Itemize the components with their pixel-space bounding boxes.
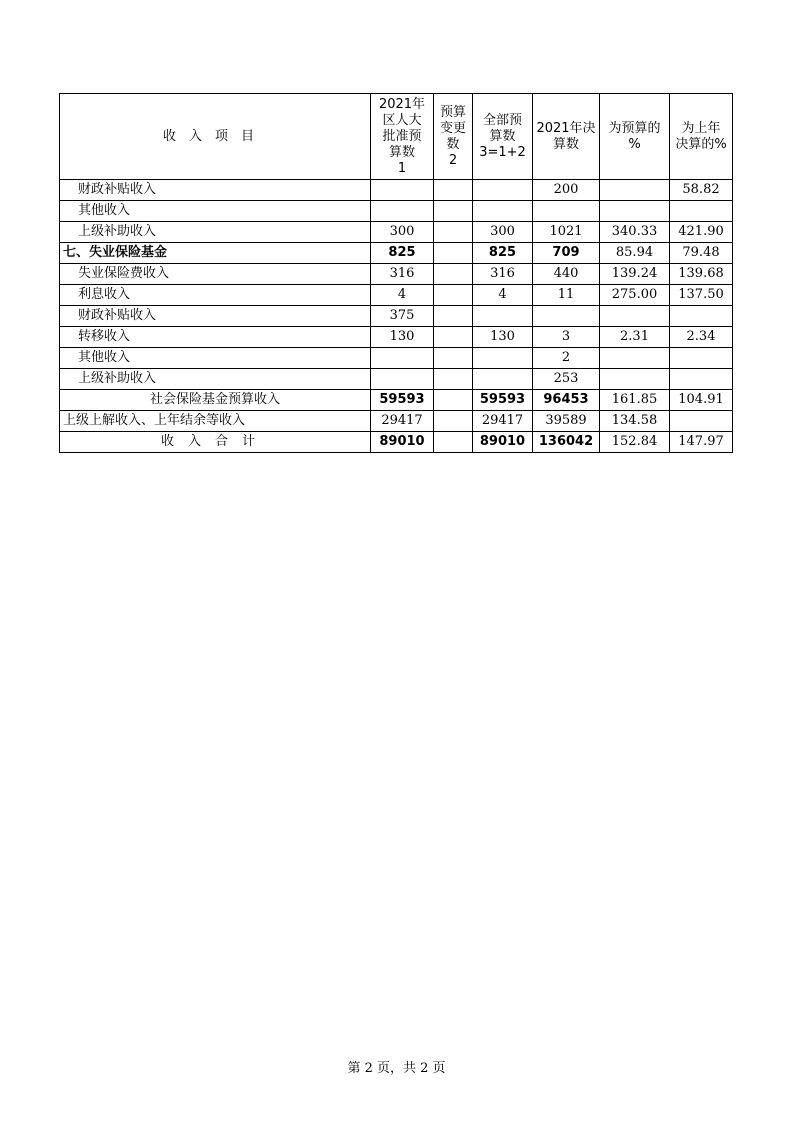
- row-name: 社会保险基金预算收入: [60, 390, 371, 411]
- cell-total: 316: [473, 264, 533, 285]
- row-name: 财政补贴收入: [60, 306, 371, 327]
- table-row-total: [60, 432, 733, 453]
- cell-pct-last: 139.68: [670, 264, 733, 285]
- cell-final: 11: [533, 285, 600, 306]
- cell-change: [434, 369, 473, 390]
- table-row: [60, 327, 733, 348]
- cell-pct-budget: [600, 369, 670, 390]
- cell-total: 825: [473, 243, 533, 264]
- cell-pct-budget: 2.31: [600, 327, 670, 348]
- header-pct-budget: 为预算的 %: [600, 94, 670, 180]
- table-row: [60, 306, 733, 327]
- cell-total: [473, 369, 533, 390]
- cell-final: 2: [533, 348, 600, 369]
- cell-change: [434, 390, 473, 411]
- cell-approved: [371, 348, 434, 369]
- cell-approved: 825: [371, 243, 434, 264]
- cell-final: 440: [533, 264, 600, 285]
- cell-total: 130: [473, 327, 533, 348]
- cell-total: [473, 348, 533, 369]
- cell-pct-last: 147.97: [670, 432, 733, 453]
- cell-approved: [371, 369, 434, 390]
- cell-approved: [371, 180, 434, 201]
- cell-final: 200: [533, 180, 600, 201]
- table-row: [60, 411, 733, 432]
- cell-final: [533, 201, 600, 222]
- cell-approved: 130: [371, 327, 434, 348]
- cell-total: 59593: [473, 390, 533, 411]
- cell-total: 29417: [473, 411, 533, 432]
- cell-final: 709: [533, 243, 600, 264]
- cell-change: [434, 264, 473, 285]
- cell-final: 39589: [533, 411, 600, 432]
- cell-approved: 89010: [371, 432, 434, 453]
- table-row: [60, 264, 733, 285]
- cell-change: [434, 432, 473, 453]
- cell-final: [533, 306, 600, 327]
- cell-change: [434, 411, 473, 432]
- header-row: [60, 94, 733, 180]
- cell-pct-last: [670, 306, 733, 327]
- cell-pct-last: [670, 411, 733, 432]
- cell-pct-budget: [600, 201, 670, 222]
- row-name: 收入合计: [60, 432, 371, 453]
- row-name: 上级上解收入、上年结余等收入: [60, 411, 371, 432]
- table-row: [60, 369, 733, 390]
- cell-approved: 4: [371, 285, 434, 306]
- cell-approved: 316: [371, 264, 434, 285]
- table-row-section: [60, 243, 733, 264]
- budget-table: [59, 93, 733, 453]
- cell-final: 253: [533, 369, 600, 390]
- table-row: [60, 201, 733, 222]
- cell-total: [473, 201, 533, 222]
- row-name: 上级补助收入: [60, 222, 371, 243]
- header-item: 收入项目: [60, 94, 371, 180]
- cell-pct-last: 58.82: [670, 180, 733, 201]
- row-name: 其他收入: [60, 348, 371, 369]
- cell-change: [434, 222, 473, 243]
- cell-change: [434, 243, 473, 264]
- table-row: [60, 348, 733, 369]
- cell-change: [434, 327, 473, 348]
- cell-pct-last: 421.90: [670, 222, 733, 243]
- page-footer: 第 2 页，共 2 页: [347, 1061, 446, 1076]
- cell-pct-last: 137.50: [670, 285, 733, 306]
- header-change: 预算 变更 数 2: [434, 94, 473, 180]
- cell-pct-budget: [600, 306, 670, 327]
- cell-approved: [371, 201, 434, 222]
- header-approved: 2021年 区人大 批准预 算数 1: [371, 94, 434, 180]
- cell-change: [434, 201, 473, 222]
- cell-pct-last: [670, 201, 733, 222]
- cell-pct-budget: 340.33: [600, 222, 670, 243]
- cell-pct-last: [670, 348, 733, 369]
- cell-pct-last: 79.48: [670, 243, 733, 264]
- cell-pct-budget: 161.85: [600, 390, 670, 411]
- cell-pct-budget: 85.94: [600, 243, 670, 264]
- cell-total: 300: [473, 222, 533, 243]
- cell-total: [473, 306, 533, 327]
- cell-approved: 59593: [371, 390, 434, 411]
- table-row: [60, 222, 733, 243]
- cell-pct-budget: 275.00: [600, 285, 670, 306]
- header-final: 2021年决 算数: [533, 94, 600, 180]
- row-name: 七、失业保险基金: [60, 243, 371, 264]
- cell-approved: 29417: [371, 411, 434, 432]
- cell-change: [434, 285, 473, 306]
- row-name: 失业保险费收入: [60, 264, 371, 285]
- table-row-subtotal: [60, 390, 733, 411]
- cell-pct-budget: [600, 180, 670, 201]
- cell-final: 1021: [533, 222, 600, 243]
- cell-approved: 300: [371, 222, 434, 243]
- header-pct-last: 为上年 决算的%: [670, 94, 733, 180]
- cell-pct-last: 2.34: [670, 327, 733, 348]
- cell-pct-budget: 134.58: [600, 411, 670, 432]
- cell-pct-last: 104.91: [670, 390, 733, 411]
- row-name: 利息收入: [60, 285, 371, 306]
- cell-change: [434, 180, 473, 201]
- cell-change: [434, 348, 473, 369]
- cell-pct-budget: [600, 348, 670, 369]
- row-name: 转移收入: [60, 327, 371, 348]
- cell-final: 96453: [533, 390, 600, 411]
- cell-pct-budget: 152.84: [600, 432, 670, 453]
- cell-pct-budget: 139.24: [600, 264, 670, 285]
- cell-change: [434, 306, 473, 327]
- cell-approved: 375: [371, 306, 434, 327]
- cell-total: 89010: [473, 432, 533, 453]
- row-name: 上级补助收入: [60, 369, 371, 390]
- cell-total: [473, 180, 533, 201]
- row-name: 其他收入: [60, 201, 371, 222]
- table-row: [60, 285, 733, 306]
- row-name: 财政补贴收入: [60, 180, 371, 201]
- cell-total: 4: [473, 285, 533, 306]
- cell-final: 136042: [533, 432, 600, 453]
- cell-pct-last: [670, 369, 733, 390]
- header-total-budget: 全部预 算数 3=1+2: [473, 94, 533, 180]
- table-row: [60, 180, 733, 201]
- cell-final: 3: [533, 327, 600, 348]
